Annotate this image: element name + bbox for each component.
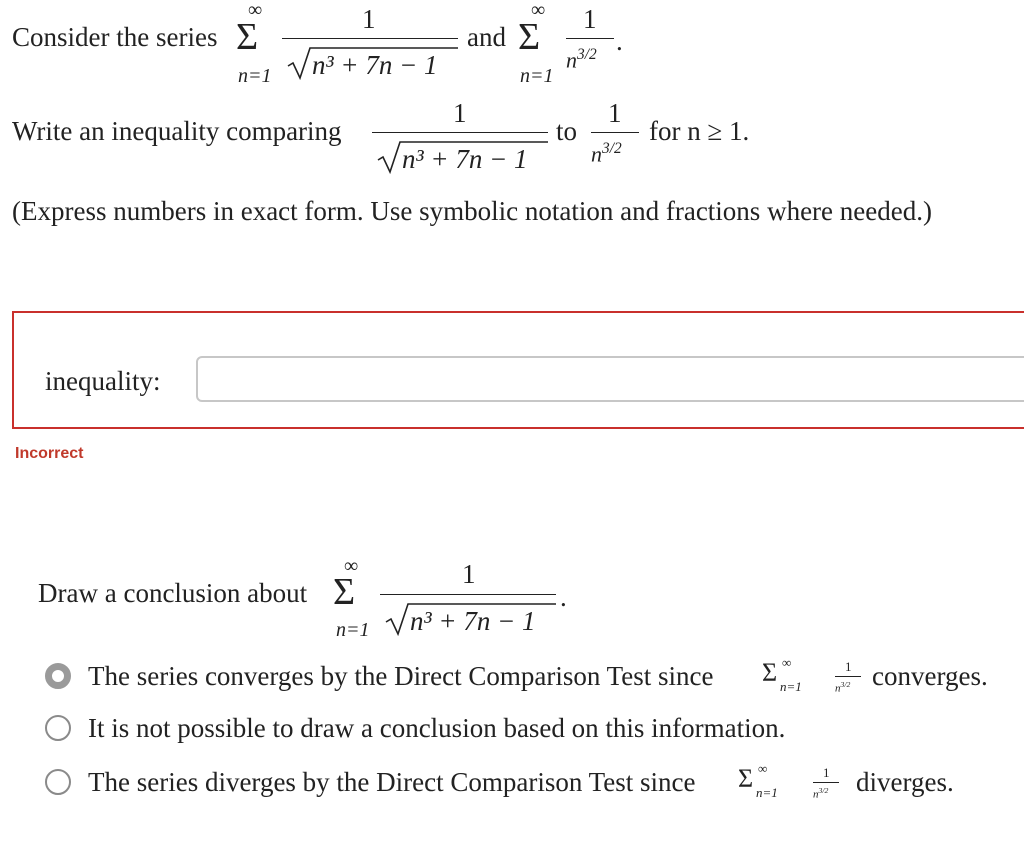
- sigma-3: Σ: [333, 571, 356, 613]
- instructions: (Express numbers in exact form. Use symbolic notation and fractions where needed.): [12, 196, 932, 226]
- period-1: .: [616, 26, 623, 56]
- inline-den-2: $n^{3/2}$: [813, 786, 829, 801]
- fraction-bar-4: [591, 132, 639, 133]
- sum-lower-1: n=1: [238, 65, 272, 87]
- inline-upper-2: ∞: [758, 761, 768, 776]
- sum-lower-2: n=1: [520, 65, 554, 87]
- radio-option-no-conclusion[interactable]: [45, 715, 71, 741]
- inequality-label: inequality:: [45, 366, 161, 396]
- numerator-2: 1: [583, 4, 597, 34]
- inline-lower-1: n=1: [780, 679, 802, 694]
- inline-bar-2: [813, 782, 839, 783]
- and-text: and: [467, 22, 506, 52]
- status-incorrect: Incorrect: [15, 445, 84, 462]
- sigma-inline-1: Σ: [762, 658, 778, 687]
- numerator-4: 1: [608, 98, 622, 128]
- fraction-bar-5: [380, 594, 556, 595]
- inline-num-2: 1: [823, 765, 830, 780]
- option-diverges-text[interactable]: The series diverges by the Direct Comparison Test since: [88, 767, 696, 797]
- radicand-3: n³ + 7n − 1: [410, 606, 536, 636]
- radio-option-converges[interactable]: [45, 663, 71, 689]
- inline-lower-2: n=1: [756, 785, 778, 800]
- sum-upper-1: ∞: [248, 0, 263, 21]
- sigma-2: Σ: [518, 16, 541, 58]
- numerator-5: 1: [462, 559, 476, 589]
- intro-text: Consider the series: [12, 22, 218, 52]
- inline-bar-1: [835, 676, 861, 677]
- sigma-inline-2: Σ: [738, 764, 754, 793]
- radicand-2: n³ + 7n − 1: [402, 144, 528, 174]
- fraction-bar-3: [372, 132, 548, 133]
- inline-den-1: $n^{3/2}$: [835, 680, 851, 695]
- inline-upper-1: ∞: [782, 655, 792, 670]
- to-text: to: [556, 116, 578, 146]
- radicand-1: n³ + 7n − 1: [312, 50, 438, 80]
- option-no-conclusion-text[interactable]: It is not possible to draw a conclusion based on this information.: [88, 713, 786, 743]
- sum-upper-3: ∞: [344, 555, 359, 577]
- conclusion-prompt: Draw a conclusion about: [38, 578, 308, 608]
- numerator-3: 1: [453, 98, 467, 128]
- sum-upper-2: ∞: [531, 0, 546, 21]
- fraction-bar-1: [282, 38, 458, 39]
- inequality-input[interactable]: [196, 356, 1024, 402]
- period-2: .: [560, 582, 567, 612]
- fraction-bar-2: [566, 38, 614, 39]
- write-prefix: Write an inequality comparing: [12, 116, 342, 146]
- option-converges-text[interactable]: The series converges by the Direct Comparison Test since: [88, 661, 714, 691]
- denominator-2: $n^{3/2}$: [566, 46, 597, 73]
- option-diverges-suffix: diverges.: [856, 767, 954, 797]
- denominator-4: $n^{3/2}$: [591, 140, 622, 167]
- inline-num-1: 1: [845, 659, 852, 674]
- radio-option-diverges[interactable]: [45, 769, 71, 795]
- sum-lower-3: n=1: [336, 619, 370, 641]
- for-condition: for n ≥ 1.: [649, 116, 750, 146]
- option-converges-suffix: converges.: [872, 661, 988, 691]
- numerator-1: 1: [362, 4, 376, 34]
- sigma-1: Σ: [236, 16, 259, 58]
